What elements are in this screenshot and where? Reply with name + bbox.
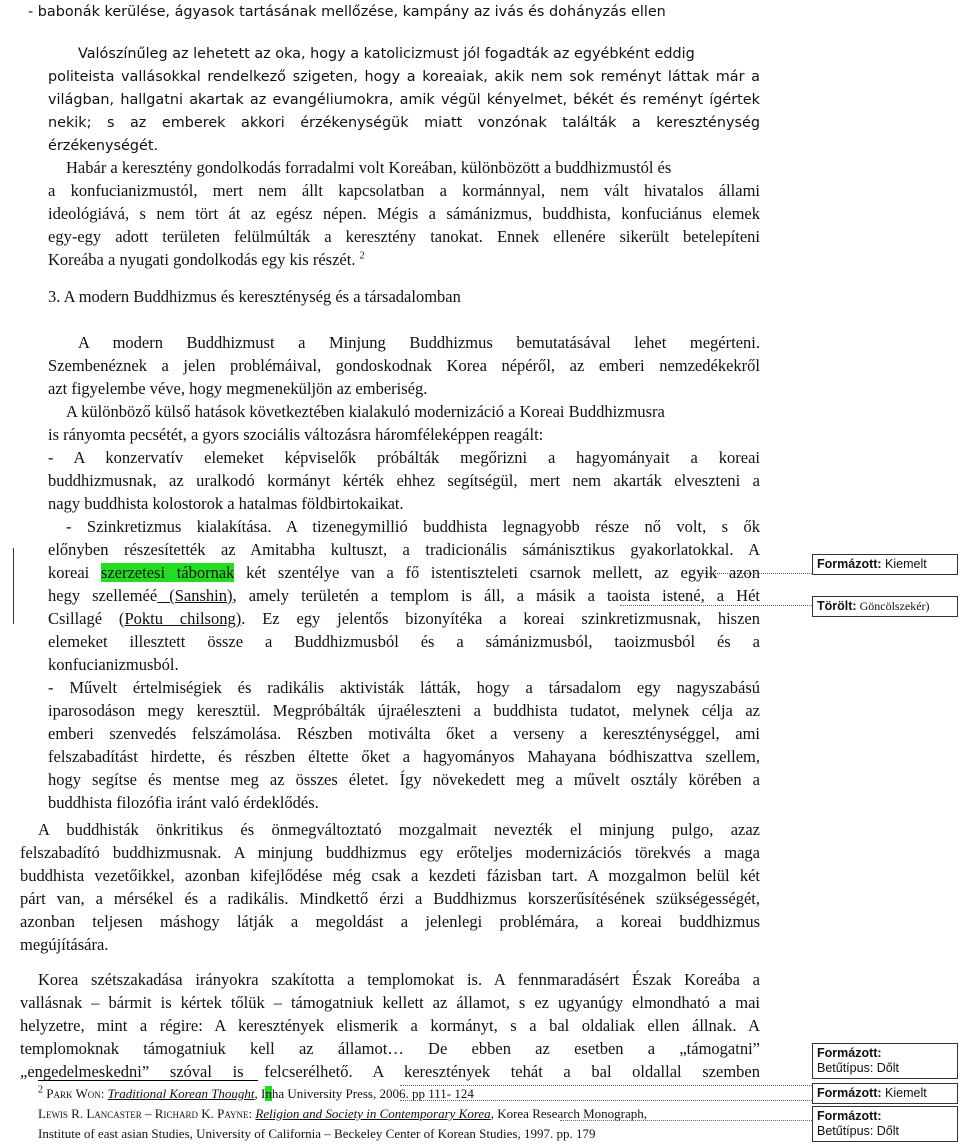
comment-connector — [400, 1085, 812, 1086]
format-comment[interactable]: Formázott: Betűtípus: Dőlt — [812, 1106, 958, 1142]
paragraph-line: Szembenéznek a jelen problémáival, gondoskodnak Korea népéről, az emberi nemzedékekről — [48, 356, 760, 375]
paragraph-line: templomoknak támogatniuk kell az államot… De ebben az esetben a „támogatni” — [20, 1039, 760, 1058]
paragraph-line: ideológiává, s nem tört át az egész népen. Mégis a sámánizmus, buddhista, konfuciánus elemek — [48, 204, 760, 223]
paragraph-line: nagy buddhista kolostorok a hatalmas földbirtokaikat. — [48, 494, 404, 513]
paragraph-line: hegy szelleméé (Sanshin), amely területén a templom is áll, a másik a taoista istené, a Hét — [48, 586, 760, 605]
paragraph-line: koreai szerzetesi tábornak két szentélye van a fő istentiszteleti csarnok mellett, az egyik azon — [48, 563, 761, 582]
paragraph-line: konfucianizmusból. — [48, 655, 179, 674]
paragraph-line: Habár a keresztény gondolkodás forradalmi volt Koreában, különbözött a buddhizmustól és — [66, 158, 672, 177]
paragraph-line: vallásnak – bármit is kértek tőlük – támogatniuk kellett az államot, s ez ugyanúgy elmondható a mai — [20, 993, 760, 1012]
paragraph-line: A különböző külső hatások következtében kialakuló modernizáció a Koreai Buddhizmusra — [66, 402, 665, 421]
paragraph-line: egy-egy adott területen felülmúlták a keresztény tanokat. Ennek ellenére sikerült betelepíteni — [48, 227, 760, 246]
bullet-line: - babonák kerülése, ágyasok tartásának mellőzése, kampány az ivás és dohányzás ellen — [28, 4, 666, 20]
paragraph-line: is rányomta pecsétét, a gyors szociális változásra háromféleképpen reagált: — [48, 425, 544, 444]
paragraph-line: politeista vallásokkal rendelkező szigeten, hogy a koreaiak, akik nem sok reményt láttak már a — [48, 69, 760, 85]
inserted-text: Poktu chilsong) — [124, 609, 242, 628]
format-comment[interactable]: Formázott: Kiemelt — [812, 554, 958, 575]
paragraph-line: buddhizmusnak, az uralkodó kormányt kérték ehhez segítségül, mert nem akarták elveszteni a — [48, 471, 760, 490]
paragraph-line: felszabadító buddhizmusnak. A minjung buddhizmus egy erőteljes modernizációs törekvés a maga — [20, 843, 760, 862]
comment-connector — [700, 573, 812, 574]
footnote: Lewis R. Lancaster – Richard K. Payne: Religion and Society in Contemporary Korea, Korea Research Monograph, — [38, 1106, 647, 1121]
paragraph-line: világban, hallgatni akartak az evangéliumokra, amik végül kényelmet, békét és reményt ígértek — [48, 92, 760, 108]
comment-connector — [620, 605, 812, 606]
paragraph-line: érzékenységét. — [48, 138, 159, 154]
paragraph-line: Korea szétszakadása irányokra szakította a templomokat is. A fennmaradásért Észak Koreába a — [38, 970, 760, 989]
paragraph-line: azt figyelembe véve, hogy megmeneküljön az emberiség. — [48, 379, 428, 398]
paragraph-line: a konfucianizmustól, mert nem állt kapcsolatban a kormánnyal, nem vált hivatalos állami — [48, 181, 760, 200]
footnote-separator — [38, 1080, 258, 1081]
paragraph-line: - Művelt értelmiségiek és radikális aktivisták látták, hogy a társadalom egy nagyszabású — [48, 678, 760, 697]
paragraph-line: Valószínűleg az lehetett az oka, hogy a katolicizmust jól fogadták az egyébként eddig — [78, 46, 695, 62]
section-heading: 3. A modern Buddhizmus és kereszténység és a társadalomban — [48, 287, 461, 306]
highlighted-text: szerzetesi tábornak — [100, 563, 235, 582]
paragraph-line: párt van, a mérsékel és a radikális. Mindkettő érzi a Buddhizmus korszerűsítésének szükségességét, — [20, 889, 760, 908]
paragraph-line: A buddhisták önkritikus és önmegváltoztató mozgalmait nevezték el minjung pulgo, azaz — [38, 820, 760, 839]
paragraph-line: megújítására. — [20, 935, 109, 954]
inserted-text: (Sanshin) — [157, 586, 233, 605]
paragraph-line: buddhista filozófia iránt való érdeklődés. — [48, 793, 319, 812]
deleted-comment[interactable]: Törölt: Göncölszekér) — [812, 596, 958, 617]
comment-connector — [400, 1100, 812, 1101]
paragraph-line: „engedelmeskedni” szóval is felcserélhető. A keresztények tehát a bal oldallal szemben — [20, 1062, 760, 1081]
footnote: $^2$ Park Won: Traditional Korean Thought, Inha University Press, 2006. pp 111- 124 — [38, 1084, 474, 1101]
format-comment[interactable]: Formázott: Betűtípus: Dőlt — [812, 1043, 958, 1079]
format-comment[interactable]: Formázott: Kiemelt — [812, 1083, 958, 1104]
paragraph-line: helyzetre, mint a régire: A keresztények elismerik a kormányt, s a bal oldaliak ellen állnak. A — [20, 1016, 760, 1035]
paragraph-line: Koreába a nyugati gondolkodás egy kis részét. $^2$ — [48, 250, 365, 269]
paragraph-line: emberi szenvedés felszámolása. Részben motiválta őket a verseny a kereszténységgel, ami — [48, 724, 760, 743]
paragraph-line: azonban teljesen máshogy látják a megoldást a jelenlegi problémára, a koreai buddhizmus — [20, 912, 760, 931]
paragraph-line: - A konzervatív elemeket képviselők próbálták megőrizni a hagyományait a koreai — [48, 448, 760, 467]
paragraph-line: elemeket illesztett össze a Buddhizmusból és a sámánizmusból, taoizmusból és a — [48, 632, 760, 651]
paragraph-line: A modern Buddhizmust a Minjung Buddhizmus bemutatásával lehet megérteni. — [78, 333, 760, 352]
paragraph-line: hogy segítse és mentse meg az összes életet. Így növekedett meg a művelt osztály körében a — [48, 770, 760, 789]
paragraph-line: nekik; s az emberek akkori érzékenységük miatt vonzónak találták a kereszténység — [48, 115, 760, 131]
paragraph-line: előnyben részesítették az Amitabha kultuszt, a tradicionális sámánisztikus gyakorlatokkal. A — [48, 540, 760, 559]
paragraph-line: iparosodáson megy keresztül. Megpróbálták újraéleszteni a buddhista tudatot, melynek célja az — [48, 701, 760, 720]
change-bar — [13, 548, 14, 624]
paragraph-line: felszabadítást hirdette, és részben éltette őket a hagyományos Mahayana bódhiszattva szellem, — [48, 747, 760, 766]
paragraph-line: - Szinkretizmus kialakítása. A tizenegymillió buddhista legnagyobb része nő volt, s ők — [66, 517, 760, 536]
paragraph-line: buddhista vezetőikkel, azonban kifejlődése még csak a kezdeti fázisban tart. A mozgalmon belül két — [20, 866, 760, 885]
footnote: Institute of east asian Studies, University of California – Beckeley Center of Korean Studies, 1997. pp. 179 — [38, 1126, 596, 1141]
footnote-ref[interactable]: 2 — [359, 250, 365, 262]
paragraph-line: Csillagé (Poktu chilsong). Ez egy jelentős bizonyítéka a koreai szinkretizmusnak, hiszen — [48, 609, 760, 628]
comment-connector — [560, 1120, 812, 1121]
